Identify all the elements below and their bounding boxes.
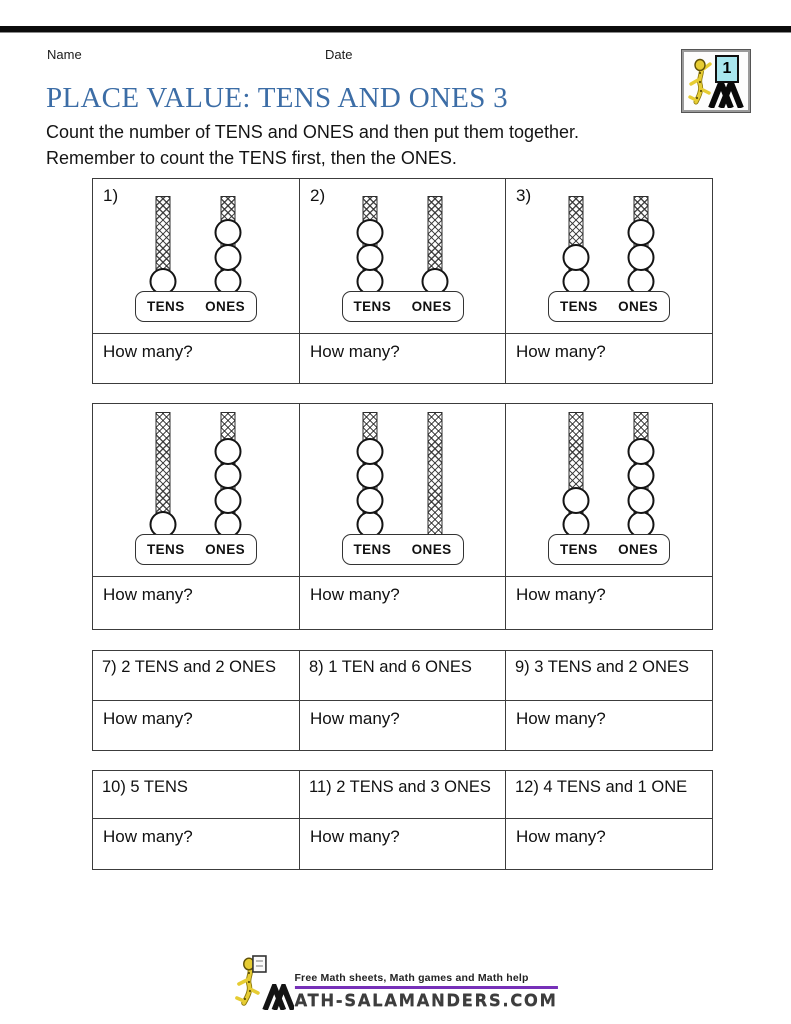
problem-table-3 <box>92 650 713 751</box>
ones-label: ONES <box>205 542 245 557</box>
problem-2-picture <box>299 179 505 333</box>
ones-rod <box>420 196 450 293</box>
date-field-label: Date <box>325 47 353 62</box>
ones-rod <box>626 196 656 293</box>
tens-bead <box>356 487 383 514</box>
problem-11-text: 11) 2 TENS and 3 ONES <box>299 771 505 818</box>
ones-bead <box>215 244 242 271</box>
problem-3-answer-area: How many? <box>505 333 712 383</box>
problem-6-answer-area: How many? <box>505 576 712 629</box>
ones-label: ONES <box>411 542 452 557</box>
problem-table-1 <box>92 178 713 384</box>
abacus-rods <box>548 412 670 535</box>
ones-label: ONES <box>411 299 452 314</box>
footer-underline <box>294 986 557 990</box>
abacus-base <box>135 534 257 565</box>
abacus-rods <box>135 412 257 535</box>
problem-number: 3) <box>516 186 532 205</box>
ones-bead <box>628 244 655 271</box>
problem-5-picture <box>299 404 505 576</box>
problem-9-answer-area: How many? <box>505 700 712 750</box>
tens-rod <box>561 412 591 536</box>
ones-label: ONES <box>205 299 245 314</box>
tens-bead <box>356 244 383 271</box>
problem-6-picture <box>505 404 712 576</box>
abacus-base <box>548 291 670 322</box>
problem-12-text: 12) 4 TENS and 1 ONE <box>505 771 712 818</box>
problem-8-text: 8) 1 TEN and 6 ONES <box>299 651 505 700</box>
abacus <box>135 412 257 565</box>
abacus-rods <box>342 412 464 535</box>
problem-8-answer-area: How many? <box>299 700 505 750</box>
tens-label: TENS <box>560 542 598 557</box>
abacus-rods <box>135 196 257 292</box>
problem-4-answer-area: How many? <box>93 576 299 629</box>
ones-bead <box>215 462 242 489</box>
footer-tagline: Free Math sheets, Math games and Math help <box>294 971 529 984</box>
problem-10-answer-area: How many? <box>93 818 299 869</box>
tens-bead <box>356 462 383 489</box>
problem-3-picture <box>505 179 712 333</box>
abacus-rods <box>548 196 670 292</box>
problem-1-picture <box>93 179 299 333</box>
tens-label: TENS <box>560 299 598 314</box>
problem-11-answer-area: How many? <box>299 818 505 869</box>
tens-bead <box>356 219 383 246</box>
problem-10-text: 10) 5 TENS <box>102 778 188 796</box>
top-rule <box>0 26 791 33</box>
tens-label: TENS <box>353 299 392 314</box>
problem-2-answer-area: How many? <box>299 333 505 383</box>
tens-label: TENS <box>147 542 185 557</box>
tens-rod <box>561 196 591 293</box>
ones-label: ONES <box>618 542 658 557</box>
problem-number: 2) <box>310 186 326 205</box>
abacus <box>548 412 670 565</box>
instruction-line-2: Remember to count the TENS first, then the ONES. <box>46 148 457 168</box>
abacus <box>548 196 670 322</box>
problem-5-answer-area: How many? <box>299 576 505 629</box>
tens-label: TENS <box>147 299 185 314</box>
problem-9-text: 9) 3 TENS and 2 ONES <box>505 651 712 700</box>
instructions <box>46 119 579 171</box>
tens-rod <box>355 196 385 293</box>
tens-label: TENS <box>353 542 392 557</box>
problem-1-answer-area: How many? <box>93 333 299 383</box>
problem-number: 1) <box>103 186 119 205</box>
abacus <box>135 196 257 322</box>
abacus-base <box>135 291 257 322</box>
abacus-rods <box>342 196 464 292</box>
ones-bead <box>628 438 655 465</box>
abacus-base <box>342 534 464 565</box>
logo-m-icon <box>708 80 744 108</box>
abacus-base <box>548 534 670 565</box>
abacus <box>342 196 464 322</box>
ones-rod <box>213 196 243 293</box>
abacus <box>342 412 464 565</box>
problem-7-answer-area: How many? <box>93 700 299 750</box>
page-title: PLACE VALUE: TENS AND ONES 3 <box>46 82 508 114</box>
ones-bead <box>215 219 242 246</box>
tens-rod <box>355 412 385 536</box>
ones-label: ONES <box>618 299 658 314</box>
rod <box>427 412 442 536</box>
tens-rod <box>148 196 178 293</box>
name-field-label: Name <box>47 47 82 62</box>
logo-number-card <box>715 55 739 83</box>
footer-logo <box>233 954 557 1010</box>
ones-rod <box>213 412 243 536</box>
ones-bead <box>215 438 242 465</box>
ones-bead <box>215 487 242 514</box>
site-logo <box>682 50 750 112</box>
ones-rod <box>626 412 656 536</box>
ones-bead <box>628 462 655 489</box>
instruction-line-1: Count the number of TENS and ONES and then put them together. <box>46 122 579 142</box>
salamander-icon <box>233 954 267 1010</box>
ones-bead <box>628 219 655 246</box>
tens-bead <box>563 487 590 514</box>
tens-bead <box>563 244 590 271</box>
problem-7-text: 7) 2 TENS and 2 ONES <box>102 658 276 676</box>
problem-4-picture <box>93 404 299 576</box>
problem-table-4 <box>92 770 713 870</box>
ones-rod <box>420 412 450 536</box>
tens-rod <box>148 412 178 536</box>
abacus-base <box>342 291 464 322</box>
footer-site-name: ATH-SALAMANDERS.COM <box>294 991 558 1010</box>
problem-table-2 <box>92 403 713 630</box>
tens-bead <box>356 438 383 465</box>
problem-12-answer-area: How many? <box>505 818 712 869</box>
ones-bead <box>628 487 655 514</box>
logo-number: 1 <box>722 60 732 77</box>
